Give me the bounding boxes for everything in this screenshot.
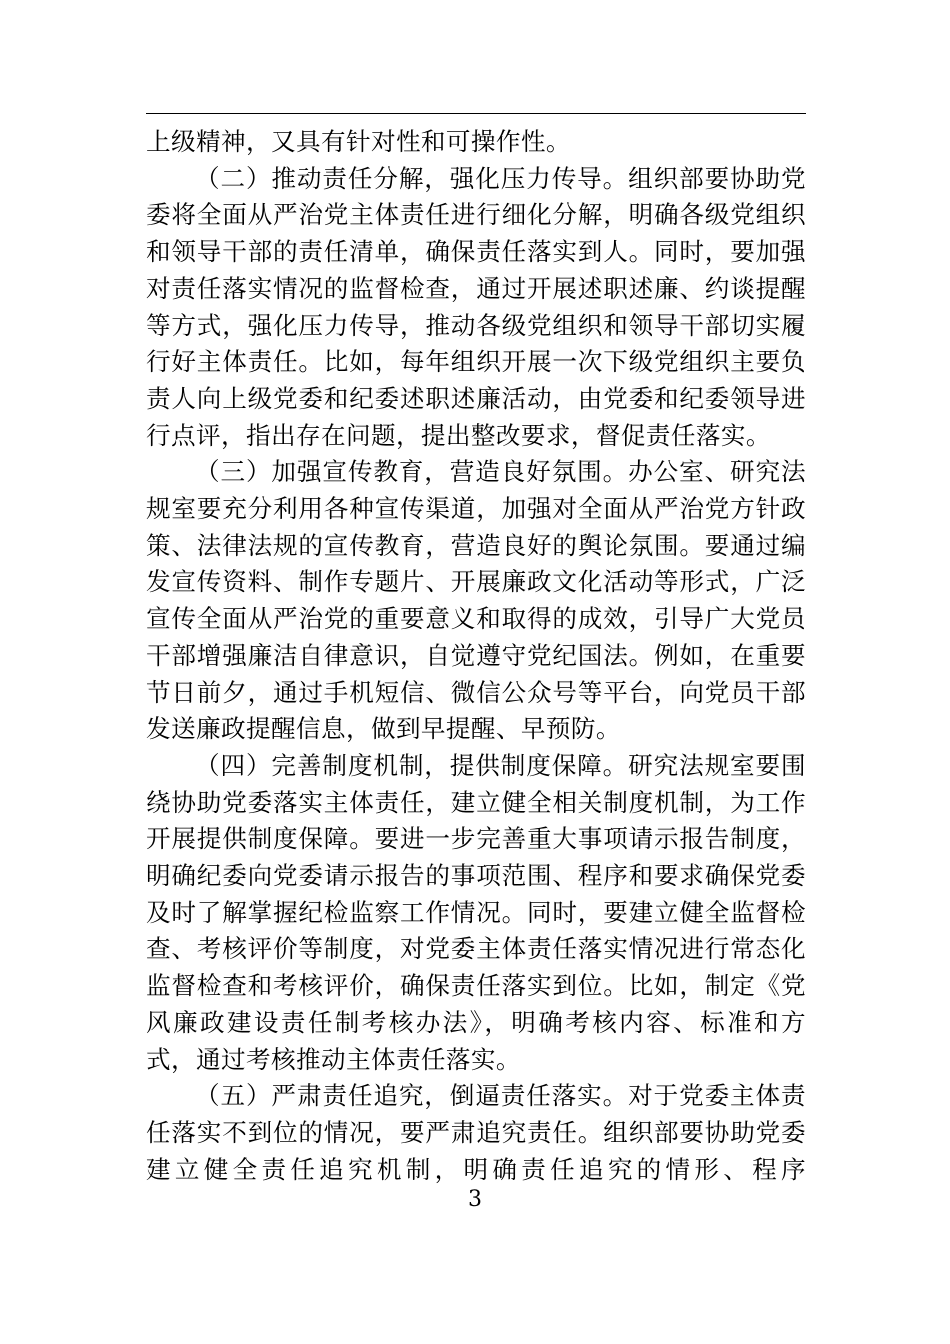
document-body <box>146 124 806 1188</box>
paragraph-section-3: （三）加强宣传教育，营造良好氛围。办公室、研究法规室要充分利用各种宣传渠道，加强对全面从严治党方针政策、法律法规的宣传教育，营造良好的舆论氛围。要通过编发宣传资料、制作专题片、开展廉政文化活动等形式，广泛宣传全面从严治党的重要意义和取得的成效，引导广大党员干部增强廉洁自律意识，自觉遵守党纪国法。例如，在重要节日前夕，通过手机短信、微信公众号等平台，向党员干部发送廉政提醒信息，做到早提醒、早预防。 <box>146 457 806 744</box>
paragraph-section-5: （五）严肃责任追究，倒逼责任落实。对于党委主体责任落实不到位的情况，要严肃追究责任。组织部要协助党委建立健全责任追究机制，明确责任追究的情形、程序 <box>146 1081 806 1184</box>
paragraph-continuation: 上级精神，又具有针对性和可操作性。 <box>146 127 571 156</box>
paragraph-section-2: （二）推动责任分解，强化压力传导。组织部要协助党委将全面从严治党主体责任进行细化分解，明确各级党组织和领导干部的责任清单，确保责任落实到人。同时，要加强对责任落实情况的监督检查，通过开展述职述廉、约谈提醒等方式，强化压力传导，推动各级党组织和领导干部切实履行好主体责任。比如，每年组织开展一次下级党组织主要负责人向上级党委和纪委述职述廉活动，由党委和纪委领导进行点评，指出存在问题，提出整改要求，督促责任落实。 <box>146 163 806 450</box>
header-rule <box>146 113 806 114</box>
page-number: 3 <box>468 1187 482 1212</box>
paragraph-section-4: （四）完善制度机制，提供制度保障。研究法规室要围绕协助党委落实主体责任，建立健全相关制度机制，为工作开展提供制度保障。要进一步完善重大事项请示报告制度，明确纪委向党委请示报告的事项范围、程序和要求确保党委及时了解掌握纪检监察工作情况。同时，要建立健全监督检查、考核评价等制度，对党委主体责任落实情况进行常态化监督检查和考核评价，确保责任落实到位。比如，制定《党风廉政建设责任制考核办法》，明确考核内容、标准和方式，通过考核推动主体责任落实。 <box>146 750 806 1074</box>
